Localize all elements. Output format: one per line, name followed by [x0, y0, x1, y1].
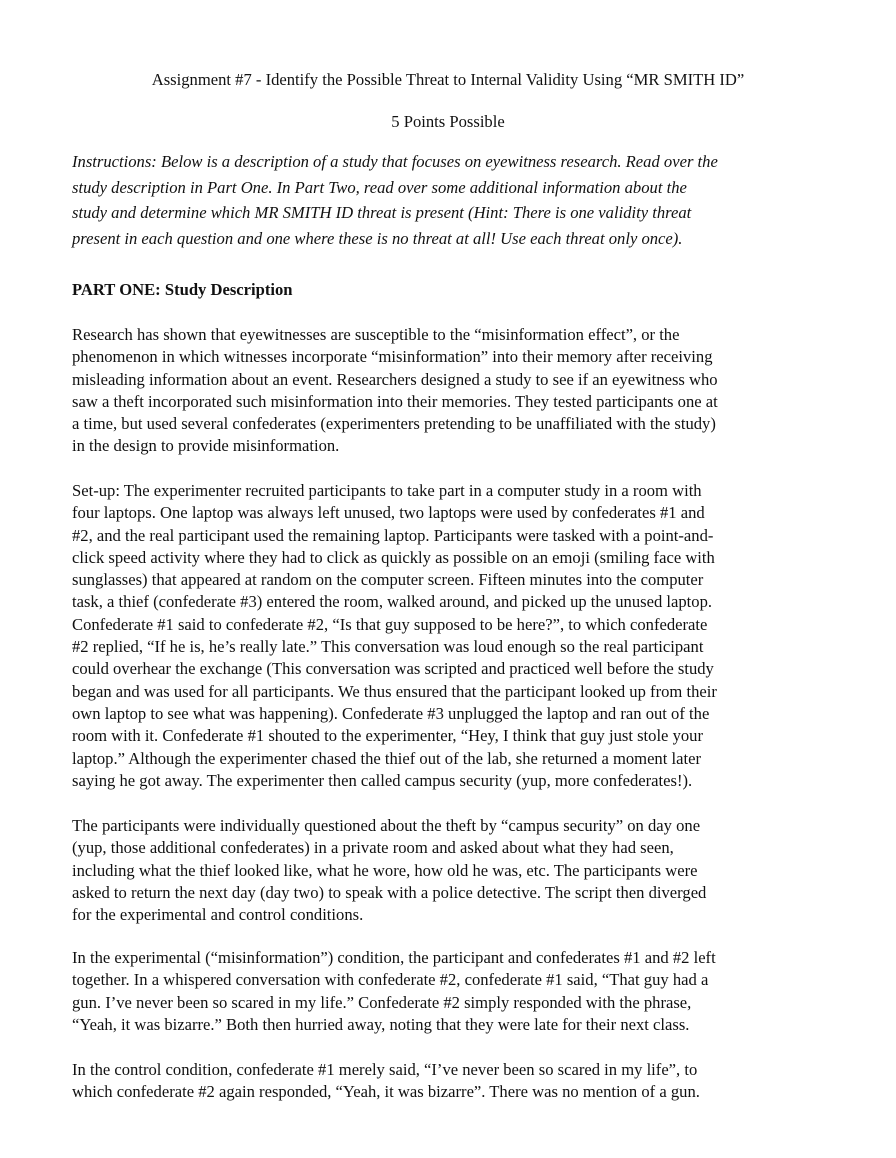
text-line: The participants were individually questioned about the theft by “campus security” on day one [72, 816, 701, 835]
text-line: saying he got away. The experimenter then called campus security (yup, more confederates!). [72, 770, 693, 790]
text-line: which confederate #2 again responded, “Yeah, it was bizarre”. There was no mention of a gun. [72, 1082, 700, 1102]
text-line: room with it. Confederate #1 shouted to the experimenter, “Hey, I think that guy just stole your [72, 726, 703, 746]
text-line: asked to return the next day (day two) to speak with a police detective. The script then diverged [72, 882, 707, 902]
text-line: In the control condition, confederate #1 merely said, “I’ve never been so scared in my life”, to [72, 1060, 698, 1079]
text-line: study description in Part One. In Part Two, read over some additional information about the [72, 177, 687, 197]
text-line: could overhear the exchange (This conversation was scripted and practiced well before the study [72, 659, 714, 679]
paragraph-setup [72, 480, 832, 792]
paragraph-control [72, 1059, 832, 1104]
text-line: a time, but used several confederates (experimenters pretending to be unaffiliated with the study) [72, 414, 716, 434]
text-line: gun. I’ve never been so scared in my life.” Confederate #2 simply responded with the phrase, [72, 992, 692, 1012]
document-title [0, 69, 896, 91]
text-line: In the experimental (“misinformation”) condition, the participant and confederates #1 and #2 left [72, 948, 716, 967]
text-line: “Yeah, it was bizarre.” Both then hurried away, noting that they were late for their next class. [72, 1014, 690, 1034]
text-line: misleading information about an event. Researchers designed a study to see if an eyewitness who [72, 369, 718, 389]
text-line: including what the thief looked like, what he wore, how old he was, etc. The participants were [72, 860, 698, 880]
text-line: sunglasses) that appeared at random on the computer screen. Fifteen minutes into the computer [72, 570, 704, 590]
text-line: own laptop to see what was happening). Confederate #3 unplugged the laptop and ran out of the [72, 703, 710, 723]
text-line: click speed activity where they had to click as quickly as possible on an emoji (smiling face with [72, 547, 715, 567]
text-line: in the design to provide misinformation. [72, 436, 340, 456]
text-line: Set-up: The experimenter recruited participants to take part in a computer study in a room with [72, 481, 702, 500]
text-line: together. In a whispered conversation with confederate #2, confederate #1 said, “That guy had a [72, 970, 709, 990]
section-heading [72, 279, 832, 301]
text-line: Confederate #1 said to confederate #2, “Is that guy supposed to be here?”, to which confederate [72, 614, 708, 634]
paragraph-experimental [72, 947, 832, 1036]
text-line: for the experimental and control conditions. [72, 905, 364, 925]
text-line: began and was used for all participants. We thus ensured that the participant looked up from their [72, 681, 717, 701]
text-line: study and determine which MR SMITH ID threat is present (Hint: There is one validity threat [72, 203, 692, 223]
text-line: (yup, those additional confederates) in a private room and asked about what they had seen, [72, 838, 674, 858]
text-line: Research has shown that eyewitnesses are susceptible to the “misinformation effect”, or the [72, 325, 680, 344]
paragraph-questioning [72, 815, 832, 926]
text-line: #2 replied, “If he is, he’s really late.” This conversation was loud enough so the real participant [72, 637, 704, 657]
heading-text: PART ONE: Study Description [72, 280, 293, 299]
points-possible [0, 111, 896, 133]
title-text: Assignment #7 - Identify the Possible Threat to Internal Validity Using “MR SMITH ID” [151, 70, 745, 89]
points-text: 5 Points Possible [391, 112, 505, 131]
text-line: phenomenon in which witnesses incorporate “misinformation” into their memory after receiving [72, 347, 713, 367]
text-line: #2, and the real participant used the remaining laptop. Participants were tasked with a point-and- [72, 525, 714, 545]
text-line: task, a thief (confederate #3) entered the room, walked around, and picked up the unused laptop. [72, 592, 713, 612]
instructions [72, 149, 832, 252]
text-line: saw a theft incorporated such misinformation into their memories. They tested participants one at [72, 391, 718, 411]
text-line: Instructions: Below is a description of a study that focuses on eyewitness research. Read over the [72, 152, 718, 171]
paragraph-intro [72, 324, 832, 458]
text-line: present in each question and one where these is no threat at all! Use each threat only once). [72, 229, 683, 249]
text-line: four laptops. One laptop was always left unused, two laptops were used by confederates #1 and [72, 503, 705, 523]
text-line: laptop.” Although the experimenter chased the thief out of the lab, she returned a moment later [72, 748, 701, 768]
